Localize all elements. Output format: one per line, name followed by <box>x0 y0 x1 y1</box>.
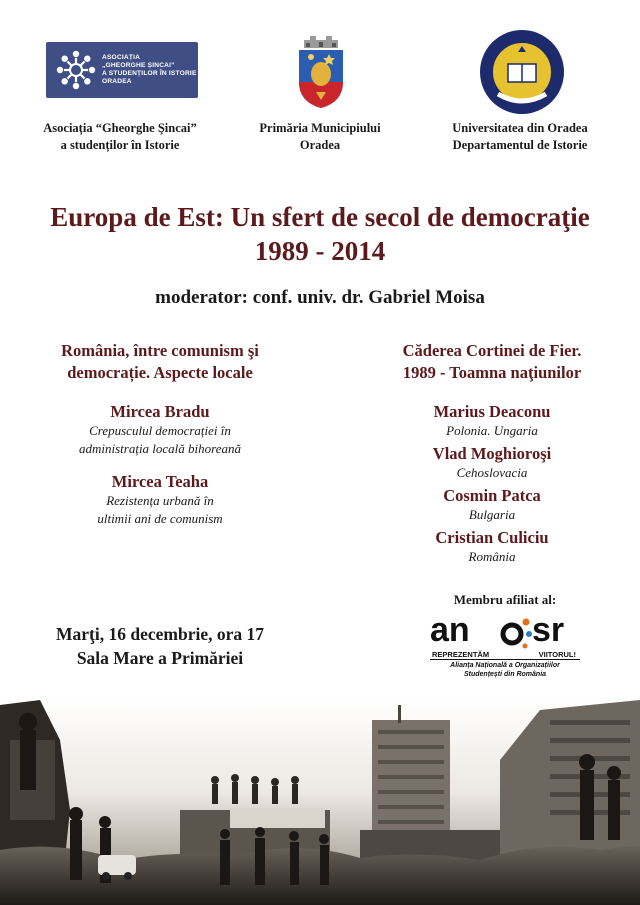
university-seal-icon <box>478 28 566 116</box>
speaker-topic <box>10 422 310 458</box>
speaker-topic: Cehoslovacia <box>456 465 528 480</box>
anosr-full-name-line: Studențești din România <box>463 671 547 678</box>
speaker-name: Cosmin Patca <box>443 486 541 505</box>
event-date: Marţi, 16 decembrie, ora 17 <box>56 624 264 644</box>
event-when <box>10 622 310 670</box>
left-section-title-line: România, între comunism şi <box>61 341 259 360</box>
anosr-full-name <box>430 661 580 679</box>
speaker-topic: Bulgaria <box>468 507 516 522</box>
event-title <box>0 200 640 268</box>
assoc-wheel-icon <box>54 48 98 92</box>
moderator-line: moderator: conf. univ. dr. Gabriel Moisa <box>155 287 485 308</box>
speaker-topic: România <box>468 549 516 564</box>
speaker-name: Mircea Bradu <box>110 402 210 421</box>
event-venue: Sala Mare a Primăriei <box>76 648 244 668</box>
anosr-tagline-left: REPREZENTĂM <box>432 650 490 659</box>
assoc-logo-line: „GHEORGHE ȘINCAI” <box>102 62 175 69</box>
event-title-line1: Europa de Est: Un sfert de secol de democraţie <box>50 202 590 232</box>
anosr-dots-icon <box>492 616 532 652</box>
assoc-logo-line: ORADEA <box>102 78 132 85</box>
city-label-line: Oradea <box>299 138 341 152</box>
speaker-name: Cristian Culiciu <box>435 528 549 547</box>
anosr-logo-left: an <box>430 611 470 649</box>
assoc-logo-line: ASOCIAȚIA <box>102 54 141 61</box>
left-section <box>10 340 310 528</box>
assoc-label <box>20 120 220 154</box>
speaker-topic <box>10 492 310 528</box>
city-label-line: Primăria Municipiului <box>259 121 381 135</box>
affiliation-label: Membru afiliat al: <box>453 592 557 607</box>
anosr-tagline <box>432 650 576 659</box>
speaker-name: Vlad Moghioroşi <box>432 444 552 463</box>
left-section-title <box>10 340 310 384</box>
right-section-title-line: 1989 - Toamna naţiunilor <box>402 363 582 382</box>
event-title-line2: 1989 - 2014 <box>254 236 386 266</box>
anosr-logo-right: sr <box>532 611 565 649</box>
assoc-label-line: a studenților în Istorie <box>60 138 180 152</box>
left-section-title-line: democrație. Aspecte locale <box>67 363 253 382</box>
city-coat-of-arms-icon <box>296 30 346 110</box>
assoc-label-line: Asociația “Gheorghe Şincai” <box>43 121 197 135</box>
speaker-name: Marius Deaconu <box>433 402 551 421</box>
speaker-topic-line: administrația locală bihoreană <box>78 441 242 456</box>
speaker-topic: Polonia. Ungaria <box>446 423 538 438</box>
assoc-logo <box>46 42 198 98</box>
right-section-title-line: Căderea Cortinei de Fier. <box>402 341 582 360</box>
anosr-tagline-right: VIITORUL! <box>538 650 576 659</box>
anosr-logo <box>430 612 590 682</box>
anosr-full-name-line: Alianța Națională a Organizațiilor <box>450 662 560 669</box>
univ-label-line: Universitatea din Oradea <box>452 121 588 135</box>
speaker-name: Mircea Teaha <box>111 472 209 491</box>
university-label <box>420 120 620 154</box>
city-hall-label <box>220 120 420 154</box>
revolution-photo <box>0 700 640 905</box>
right-section <box>352 340 632 566</box>
assoc-logo-line: A STUDENȚILOR ÎN ISTORIE <box>102 70 197 77</box>
assoc-logo-text <box>102 54 197 86</box>
speaker-topic-line: Crepusculul democrației în <box>89 423 231 438</box>
right-section-title <box>352 340 632 384</box>
univ-label-line: Departamentul de Istorie <box>452 138 588 152</box>
speaker-topic-line: Rezistența urbană în <box>106 493 214 508</box>
speaker-topic-line: ultimii ani de comunism <box>97 511 223 526</box>
